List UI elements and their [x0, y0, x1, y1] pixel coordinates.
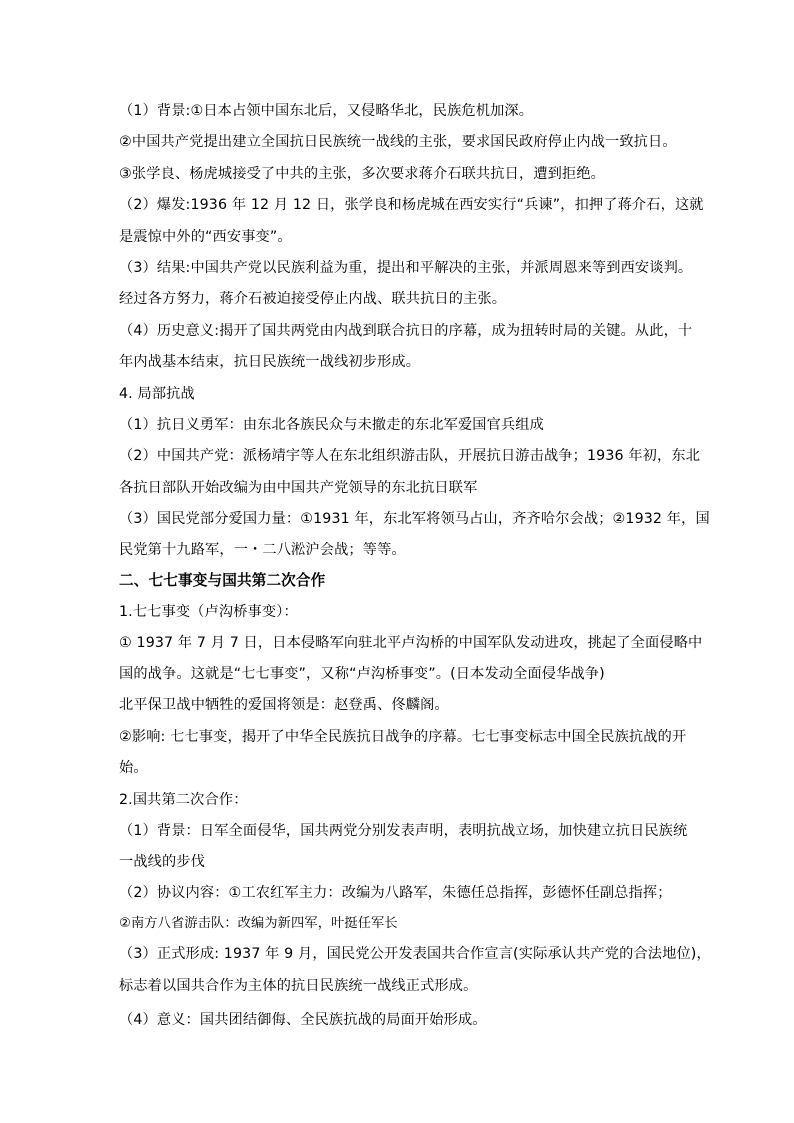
text-line: 一战线的步伐 [119, 854, 206, 870]
text-line: 年内战基本结束，抗日民族统一战线初步形成。 [119, 354, 421, 370]
text-line: ① 1937 年 7 月 7 日，日本侵略军向驻北平卢沟桥的中国军队发动进攻，挑起了全面侵略中 [119, 635, 703, 651]
text-line: （4）意义：国共团结御侮、全民族抗战的局面开始形成。 [119, 1012, 487, 1028]
text-line: ③张学良、杨虎城接受了中共的主张，多次要求蒋介石联共抗日，遭到拒绝。 [119, 166, 606, 182]
text-line: （3）结果:中国共产党以民族利益为重，提出和平解决的主张，并派周恩来等到西安谈判。 [119, 260, 693, 276]
text-line: （2）协议内容：①工农红军主力：改编为八路军，朱德任总指挥，彭德怀任副总指挥； [119, 885, 672, 901]
text-line: ②南方八省游击队：改编为新四军，叶挺任军长 [119, 916, 398, 931]
text-line: 始。 [119, 760, 148, 776]
text-line: ②中国共产党提出建立全国抗日民族统一战线的主张，要求国民政府停止内战一致抗日。 [119, 134, 677, 150]
text-line: （3）正式形成: 1937 年 9 月，国民党公开发表国共合作宣言(实际承认共产党的合法地位)， [119, 946, 711, 962]
section-heading: 1.七七事变（卢沟桥事变）： [119, 604, 298, 620]
text-line: 经过各方努力，蒋介石被迫接受停止内战、联共抗日的主张。 [119, 291, 507, 307]
text-line: 标志着以国共合作为主体的抗日民族统一战线正式形成。 [119, 978, 478, 994]
text-line: 民党第十九路军，一・二八淞沪会战；等等。 [119, 542, 406, 558]
chapter-heading: 二、七七事变与国共第二次合作 [119, 572, 326, 589]
section-heading: 2.国共第二次合作： [119, 792, 248, 808]
text-line: （1）抗日义勇军：由东北各族民众与未撤走的东北军爱国官兵组成 [119, 417, 544, 433]
text-line: ②影响: 七七事变，揭开了中华全民族抗日战争的序幕。七七事变标志中国全民族抗战的开 [119, 729, 687, 745]
text-line: 北平保卫战中牺牲的爱国将领是：赵登禹、佟麟阁。 [119, 697, 449, 713]
section-heading: 4. 局部抗战 [119, 386, 195, 402]
text-line: 国的战争。这就是“七七事变”，又称“卢沟桥事变”。(日本发动全面侵华战争) [119, 666, 605, 682]
text-line: 各抗日部队开始改编为由中国共产党领导的东北抗日联军 [119, 480, 478, 496]
text-line: （3）国民党部分爱国力量：①1931 年，东北军将领马占山，齐齐哈尔会战；②1932 年，国 [119, 511, 710, 527]
text-line: （2）中国共产党：派杨靖宇等人在东北组织游击队，开展抗日游击战争；1936 年初，东北 [119, 448, 701, 464]
text-line: 是震惊中外的“西安事变”。 [119, 229, 292, 245]
text-line: （2）爆发:1936 年 12 月 12 日，张学良和杨虎城在西安实行“兵谏”，扣押了蒋介石，这就 [119, 197, 704, 213]
text-line: （4）历史意义:揭开了国共两党由内战到联合抗日的序幕，成为扭转时局的关键。从此，十 [119, 323, 693, 339]
text-line: （1）背景：日军全面侵华，国共两党分别发表声明，表明抗战立场，加快建立抗日民族统 [119, 823, 688, 839]
text-line: （1）背景:①日本占领中国东北后，又侵略华北，民族危机加深。 [119, 103, 534, 119]
